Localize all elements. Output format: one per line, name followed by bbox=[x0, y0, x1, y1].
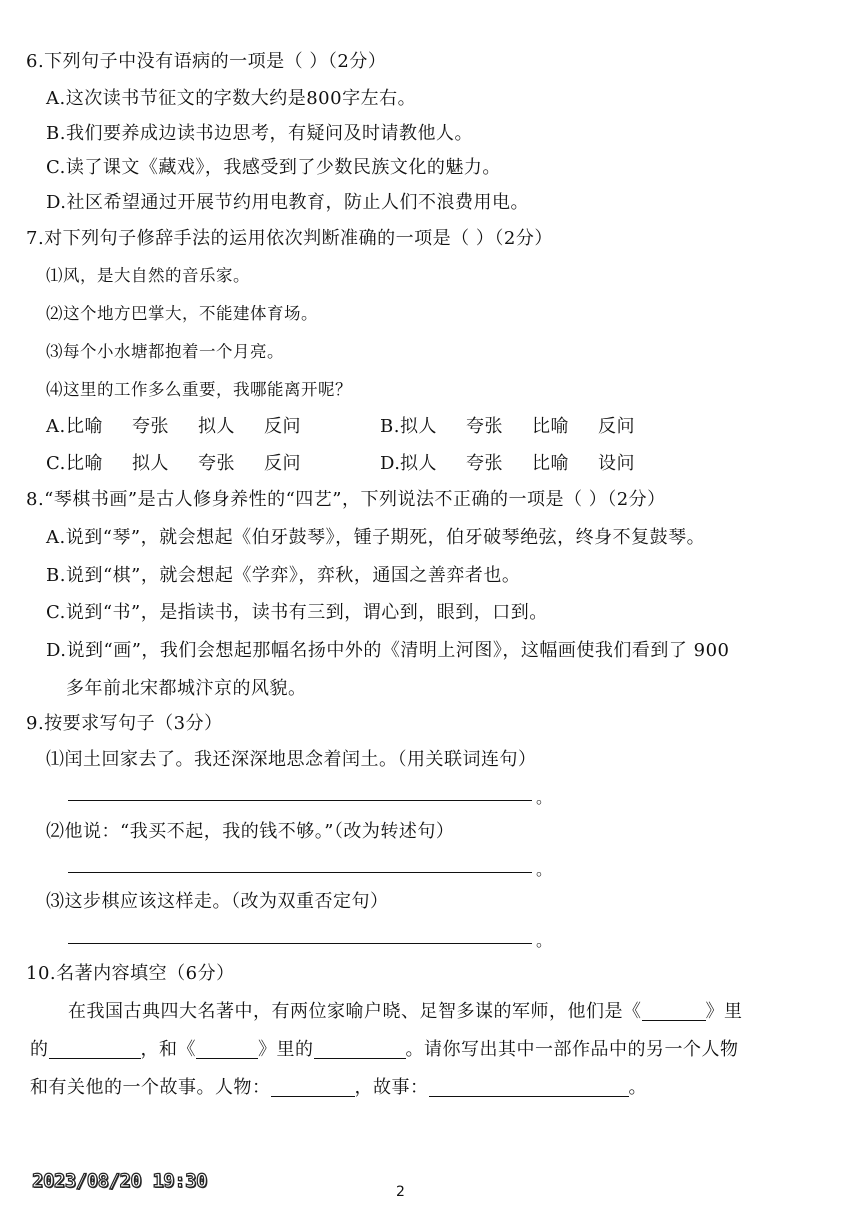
q7-option-word: 夸张 bbox=[132, 416, 169, 437]
q10-text: ，和《 bbox=[140, 1039, 196, 1060]
q10-text: 在我国古典四大名著中，有两位家喻户晓、足智多谋的军师，他们是《 bbox=[68, 1001, 642, 1022]
q7-option-letter: A. bbox=[46, 416, 66, 437]
q7-sentence-4: ⑷这里的工作多么重要，我哪能离开呢？ bbox=[46, 380, 352, 399]
q9-answer-period-1: 。 bbox=[536, 788, 553, 807]
q7-sentence-1: ⑴风，是大自然的音乐家。 bbox=[46, 266, 250, 285]
q6-option-c: C.读了课文《藏戏》，我感受到了少数民族文化的魅力。 bbox=[46, 157, 501, 178]
q7-option-letter: C. bbox=[46, 453, 66, 474]
q7-option-word: 夸张 bbox=[198, 453, 235, 474]
q8-option-d-continued: 多年前北宋都城汴京的风貌。 bbox=[66, 678, 307, 699]
q10-paragraph-line-1 bbox=[68, 1000, 743, 1024]
q7-sentence-2: ⑵这个地方巴掌大，不能建体育场。 bbox=[46, 304, 318, 323]
q7-option-word: 反问 bbox=[264, 453, 301, 474]
q9-answer-period-3: 。 bbox=[536, 931, 553, 950]
q10-stem: 10.名著内容填空（6分） bbox=[26, 963, 235, 984]
q7-option-word: 比喻 bbox=[66, 416, 103, 437]
q10-paragraph-line-2 bbox=[30, 1038, 739, 1062]
page-number: 2 bbox=[396, 1184, 405, 1200]
scan-timestamp: 2023/08/20 19:30 bbox=[32, 1170, 208, 1192]
q8-stem: 8.“琴棋书画”是古人修身养性的“四艺”，下列说法不正确的一项是（ ）（2分） bbox=[26, 489, 666, 510]
q10-blank-story[interactable] bbox=[429, 1076, 629, 1097]
q7-option-word: 拟人 bbox=[400, 416, 437, 437]
q8-option-d: D.说到“画”，我们会想起那幅名扬中外的《清明上河图》，这幅画使我们看到了 900 bbox=[46, 640, 730, 661]
q7-option-word: 设问 bbox=[598, 453, 635, 474]
q7-option-d bbox=[380, 452, 635, 476]
q8-option-a: A.说到“琴”，就会想起《伯牙鼓琴》，锺子期死，伯牙破琴绝弦，终身不复鼓琴。 bbox=[46, 527, 706, 548]
q9-item-2: ⑵他说：“我买不起，我的钱不够。”（改为转述句） bbox=[46, 821, 455, 842]
q9-answer-line-2[interactable] bbox=[68, 872, 532, 873]
q10-text: 。 bbox=[628, 1077, 647, 1098]
q10-text: 和有关他的一个故事。人物： bbox=[30, 1077, 271, 1098]
q9-item-1: ⑴闰土回家去了。我还深深地思念着闰土。（用关联词连句） bbox=[46, 749, 537, 770]
q7-option-letter: D. bbox=[380, 453, 401, 474]
q10-blank-strategist-2[interactable] bbox=[314, 1038, 406, 1059]
q7-option-word: 比喻 bbox=[66, 453, 103, 474]
q8-option-c: C.说到“书”，是指读书，读书有三到，谓心到，眼到，口到。 bbox=[46, 602, 548, 623]
q7-option-word: 拟人 bbox=[198, 416, 235, 437]
q9-item-3: ⑶这步棋应该这样走。（改为双重否定句） bbox=[46, 891, 389, 912]
q7-option-word: 反问 bbox=[264, 416, 301, 437]
q7-option-a bbox=[46, 415, 301, 439]
q7-sentence-3: ⑶每个小水塘都抱着一个月亮。 bbox=[46, 342, 284, 361]
q10-text: ，故事： bbox=[354, 1077, 429, 1098]
q7-option-word: 拟人 bbox=[400, 453, 437, 474]
q10-blank-strategist-1[interactable] bbox=[49, 1038, 141, 1059]
q7-option-word: 夸张 bbox=[466, 416, 503, 437]
q9-answer-period-2: 。 bbox=[536, 860, 553, 879]
q7-option-word: 夸张 bbox=[466, 453, 503, 474]
q10-text: 的 bbox=[30, 1039, 49, 1060]
q6-option-a: A.这次读书节征文的字数大约是800字左右。 bbox=[46, 88, 417, 109]
q10-blank-character[interactable] bbox=[271, 1076, 355, 1097]
q7-option-word: 反问 bbox=[598, 416, 635, 437]
q7-option-b bbox=[380, 415, 635, 439]
q10-blank-book-1[interactable] bbox=[642, 1000, 706, 1021]
q9-answer-line-3[interactable] bbox=[68, 943, 532, 944]
q7-option-letter: B. bbox=[380, 416, 400, 437]
q6-option-b: B.我们要养成边读书边思考，有疑问及时请教他人。 bbox=[46, 123, 473, 144]
q7-option-c bbox=[46, 452, 301, 476]
q8-option-b: B.说到“棋”，就会想起《学弈》，弈秋，通国之善弈者也。 bbox=[46, 565, 521, 586]
q6-stem: 6.下列句子中没有语病的一项是（ ）（2分） bbox=[26, 51, 387, 72]
q7-option-word: 比喻 bbox=[532, 416, 569, 437]
q9-answer-line-1[interactable] bbox=[68, 800, 532, 801]
q6-option-d: D.社区希望通过开展节约用电教育，防止人们不浪费用电。 bbox=[46, 192, 530, 213]
q7-option-word: 拟人 bbox=[132, 453, 169, 474]
q7-stem: 7.对下列句子修辞手法的运用依次判断准确的一项是（ ）（2分） bbox=[26, 228, 553, 249]
q10-text: 》里 bbox=[705, 1001, 743, 1022]
q10-text: 》里的 bbox=[258, 1039, 314, 1060]
q7-option-word: 比喻 bbox=[532, 453, 569, 474]
q10-paragraph-line-3 bbox=[30, 1076, 647, 1100]
q9-stem: 9.按要求写句子（3分） bbox=[26, 713, 223, 734]
q10-text: 。请你写出其中一部作品中的另一个人物 bbox=[405, 1039, 739, 1060]
q10-blank-book-2[interactable] bbox=[196, 1038, 258, 1059]
